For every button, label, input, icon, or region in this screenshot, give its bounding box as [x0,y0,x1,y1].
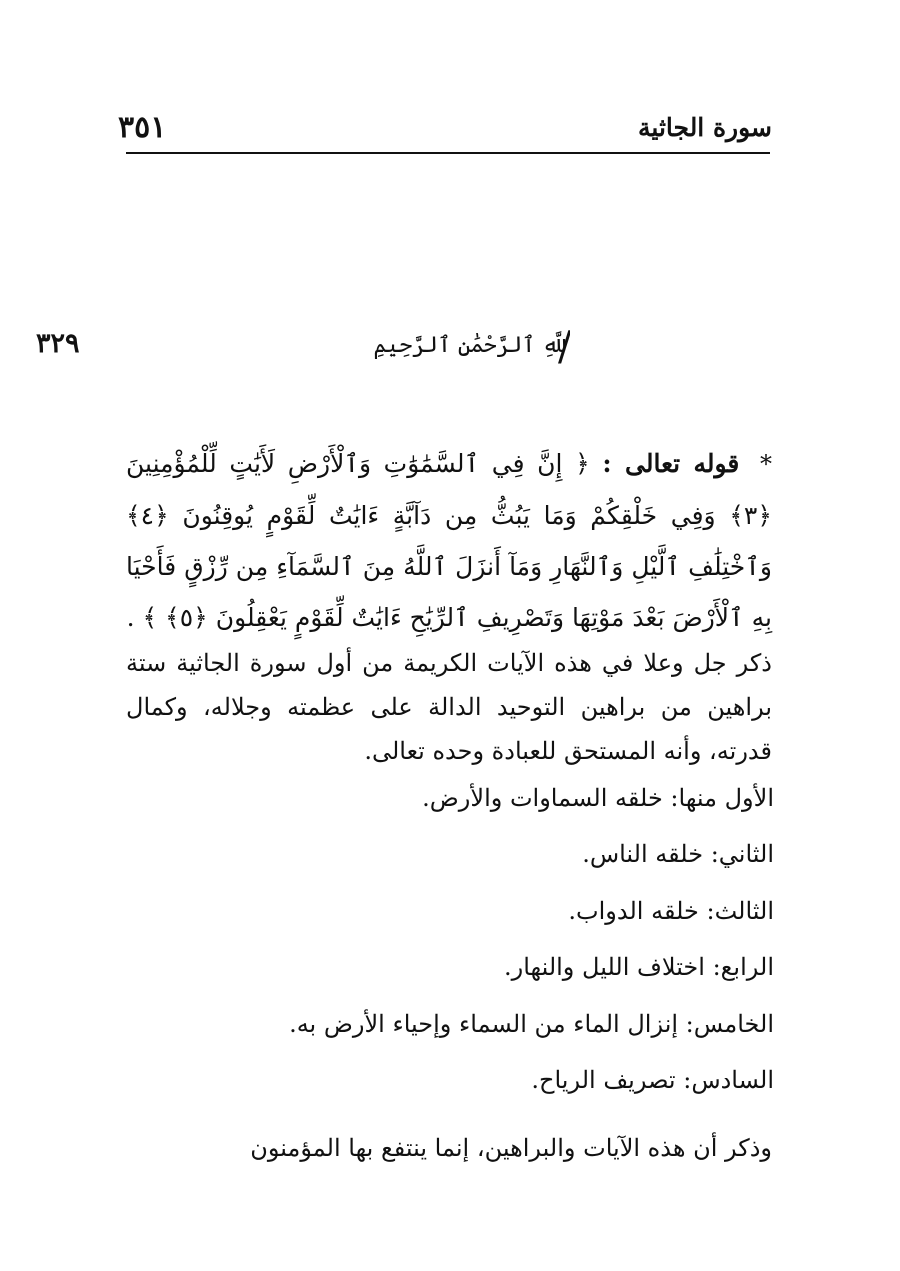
page-number: ٣٥١ [118,110,167,145]
list-item: السادس: تصريف الرياح. [531,1066,774,1094]
commentary-paragraph-2: وذكر أن هذه الآيات والبراهين، إنما ينتفع بها المؤمنون [250,1134,772,1162]
list-item: الثاني: خلقه الناس. [582,840,774,868]
commentary-paragraph-1: ذكر جل وعلا في هذه الآيات الكريمة من أول سورة الجاثية ستة براهين من براهين التوحيد الدالة على عظمته وجلاله، وكمال قدرته، وأنه المستحق للعبادة وحده تعالى. [126,649,772,765]
list-item: الأول منها: خلقه السماوات والأرض. [422,784,774,812]
list-item: الثالث: خلقه الدواب. [568,897,774,925]
basmala-image [300,312,570,382]
list-item: الخامس: إنزال الماء من السماء وإحياء الأرض به. [289,1010,774,1038]
basmala-text: للَّهِ ٱلرَّحْمَٰنِ ٱلرَّحِيمِ [373,333,568,358]
verse-lead: قوله تعالى : [602,449,740,478]
star-marker: * [759,450,772,478]
verse-block [126,438,772,643]
original-page-reference: ٣٢٩ [36,328,80,359]
header-rule [126,152,770,154]
basmala-calligraphy [300,312,570,382]
running-header-title: سورة الجاثية [638,113,772,142]
section-marker [558,324,570,370]
quran-verse-text: ﴿ إِنَّ فِي ٱلسَّمَٰوَٰتِ وَٱلْأَرْضِ لَأَيَٰتٍ لِّلْمُؤْمِنِينَ ﴿٣﴾ وَفِي خَلْقِكُمْ وَمَا يَبُثُّ مِن دَآبَّةٍ ءَايَٰتٌ لِّقَوْمٍ يُوقِنُونَ ﴿٤﴾ وَٱخْتِلَٰفِ ٱلَّيْلِ وَٱلنَّهَارِ وَمَآ أَنزَلَ ٱللَّهُ مِنَ ٱلسَّمَآءِ مِن رِّزْقٍ فَأَحْيَا بِهِ ٱلْأَرْضَ بَعْدَ مَوْتِهَا وَتَصْرِيفِ ٱلرِّيَٰحِ ءَايَٰتٌ لِّقَوْمٍ يَعْقِلُونَ ﴿٥﴾ ﴾ . [126,449,772,632]
list-item: الرابع: اختلاف الليل والنهار. [503,953,774,981]
